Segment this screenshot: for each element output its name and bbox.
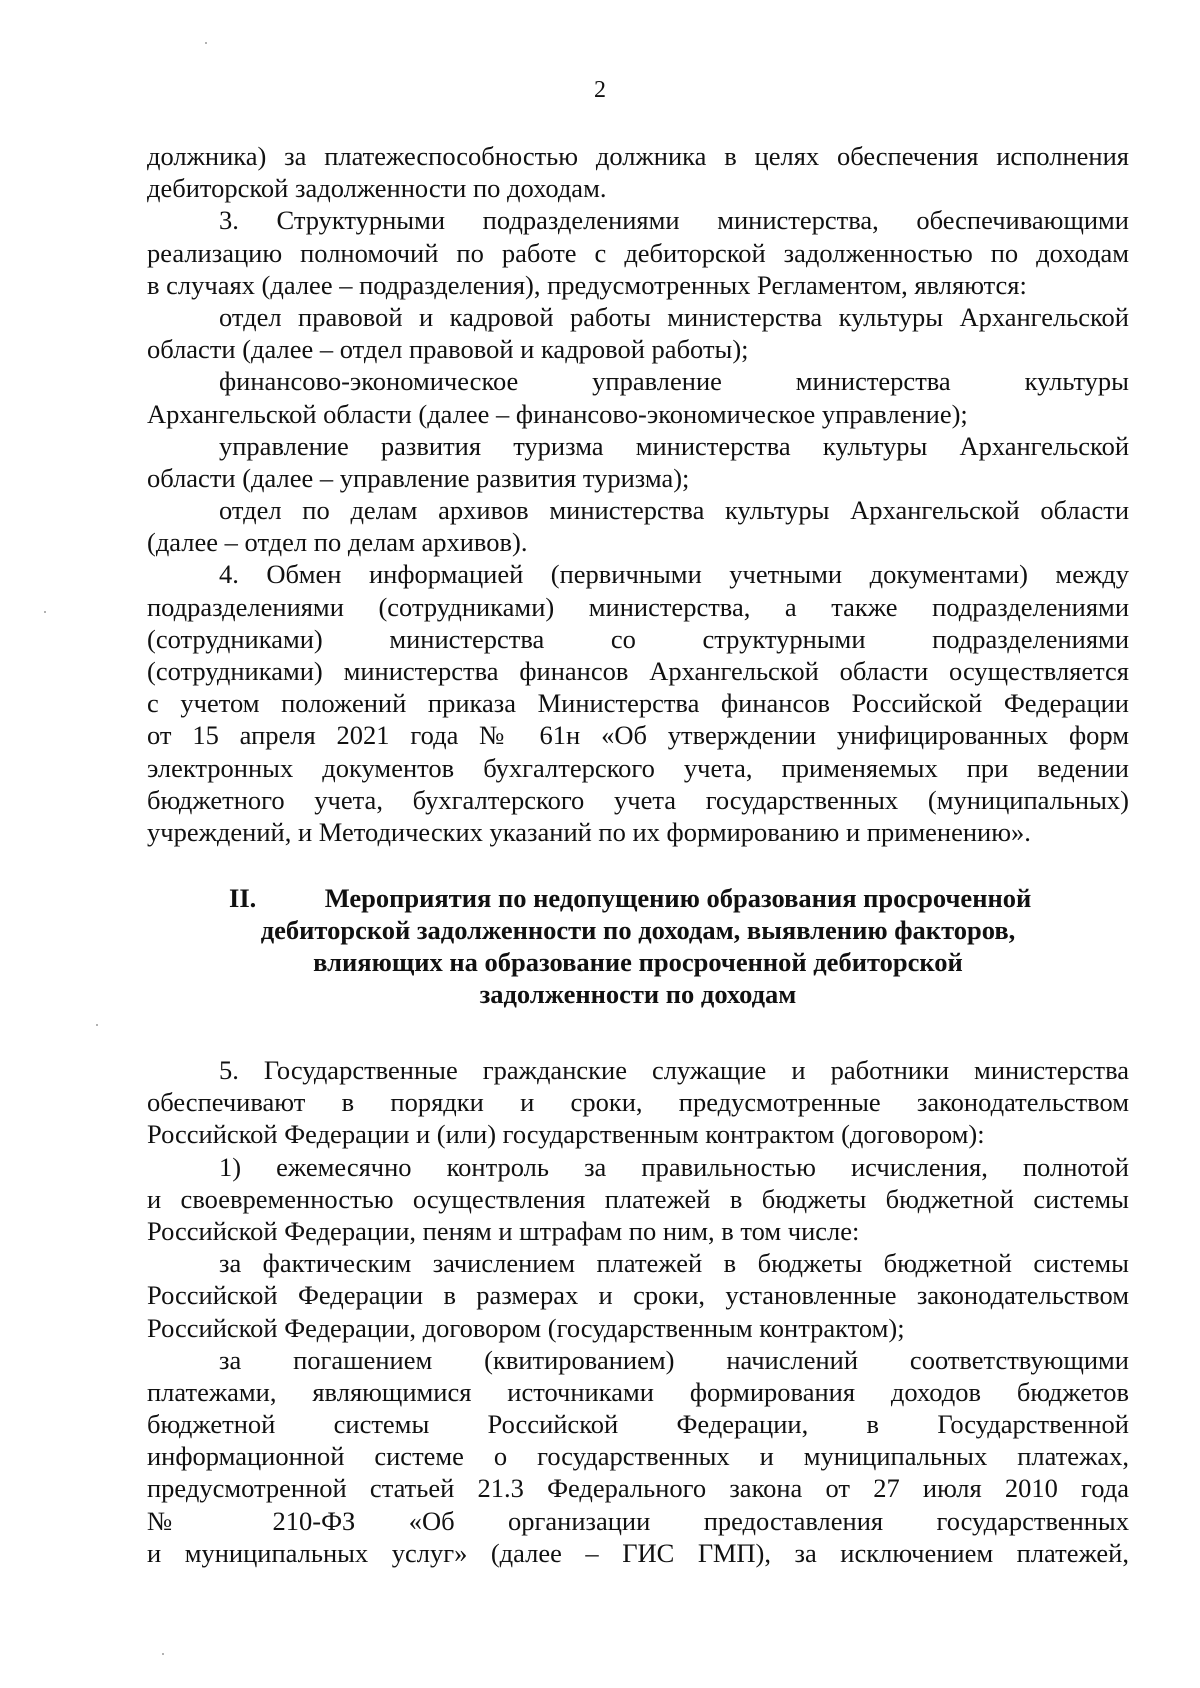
paragraph bbox=[147, 1344, 1129, 1569]
text-line: с учетом положений приказа Министерства финансов Российской Федерации bbox=[147, 688, 1129, 719]
scan-speck bbox=[205, 42, 207, 44]
text-line: отдел правовой и кадровой работы министерства культуры Архангельской bbox=[219, 301, 1129, 332]
body-text-section-1 bbox=[147, 140, 1129, 848]
text-line: за фактическим зачислением платежей в бюджеты бюджетной системы bbox=[219, 1248, 1129, 1279]
heading-line bbox=[147, 882, 1129, 914]
text-line: Российской Федерации, пеням и штрафам по ним, в том числе: bbox=[147, 1215, 860, 1246]
text-line: области (далее – управление развития туризма); bbox=[147, 462, 690, 493]
text-line: подразделениями (сотрудниками) министерства, а также подразделениями bbox=[147, 591, 1129, 622]
text-line: электронных документов бухгалтерского учета, применяемых при ведении bbox=[147, 752, 1129, 783]
text-line: Архангельской области (далее – финансово-экономическое управление); bbox=[147, 398, 968, 429]
paragraph bbox=[147, 430, 1129, 494]
paragraph bbox=[147, 140, 1129, 204]
text-line: 3. Структурными подразделениями министерства, обеспечивающими bbox=[219, 205, 1129, 236]
text-line: бюджетного учета, бухгалтерского учета государственных (муниципальных) bbox=[147, 784, 1129, 815]
body-text-section-2 bbox=[147, 1054, 1129, 1569]
page-number: 2 bbox=[594, 77, 606, 103]
paragraph bbox=[147, 365, 1129, 429]
text-line: за погашением (квитированием) начислений соответствующими bbox=[219, 1344, 1129, 1375]
paragraph bbox=[147, 1054, 1129, 1151]
text-line: (сотрудниками) министерства финансов Архангельской области осуществляется bbox=[147, 656, 1129, 686]
heading-line: дебиторской задолженности по доходам, выявлению факторов, bbox=[260, 915, 1016, 945]
text-line: бюджетной системы Российской Федерации, в Государственной bbox=[147, 1409, 1129, 1440]
heading-text: Мероприятия по недопущению образования просроченной bbox=[324, 883, 1032, 913]
scan-speck bbox=[162, 1653, 164, 1655]
text-line: 5. Государственные гражданские служащие и работники министерства bbox=[219, 1055, 1129, 1085]
text-line: отдел по делам архивов министерства культуры Архангельской области bbox=[219, 495, 1129, 526]
text-line: Российской Федерации, договором (государственным контрактом); bbox=[147, 1312, 905, 1343]
text-line: должника) за платежеспособностью должника в целях обеспечения исполнения bbox=[147, 141, 1129, 171]
text-line: области (далее – отдел правовой и кадровой работы); bbox=[147, 334, 749, 365]
section-heading bbox=[147, 882, 1129, 1010]
text-line: (далее – отдел по делам архивов). bbox=[147, 527, 528, 558]
paragraph bbox=[147, 558, 1129, 848]
paragraph bbox=[147, 494, 1129, 558]
text-line: дебиторской задолженности по доходам. bbox=[147, 173, 607, 204]
text-line: № 210-ФЗ «Об организации предоставления государственных bbox=[147, 1505, 1129, 1536]
text-line: Российской Федерации в размерах и сроки, установленные законодательством bbox=[147, 1280, 1129, 1311]
text-line: 1) ежемесячно контроль за правильностью исчисления, полнотой bbox=[219, 1151, 1129, 1182]
text-line: Российской Федерации и (или) государственным контрактом (договором): bbox=[147, 1119, 985, 1150]
paragraph bbox=[147, 1151, 1129, 1248]
text-line: от 15 апреля 2021 года № 61н «Об утверждении унифицированных форм bbox=[147, 720, 1129, 751]
text-line: и своевременностью осуществления платежей в бюджеты бюджетной системы bbox=[147, 1183, 1129, 1214]
text-line: предусмотренной статьей 21.3 Федерального закона от 27 июля 2010 года bbox=[147, 1473, 1129, 1504]
text-line: в случаях (далее – подразделения), предусмотренных Регламентом, являются: bbox=[147, 269, 1027, 300]
paragraph bbox=[147, 301, 1129, 365]
heading-number: II. bbox=[229, 883, 257, 913]
paragraph bbox=[147, 1247, 1129, 1344]
text-line: (сотрудниками) министерства со структурными подразделениями bbox=[147, 623, 1129, 654]
text-line: обеспечивают в порядки и сроки, предусмотренные законодательством bbox=[147, 1087, 1129, 1118]
text-line: и муниципальных услуг» (далее – ГИС ГМП), за исключением платежей, bbox=[147, 1537, 1129, 1568]
scan-speck bbox=[96, 1024, 98, 1026]
text-line: информационной системе о государственных и муниципальных платежах, bbox=[147, 1441, 1129, 1472]
text-line: управление развития туризма министерства культуры Архангельской bbox=[219, 430, 1129, 461]
text-line: платежами, являющимися источниками формирования доходов бюджетов bbox=[147, 1376, 1129, 1407]
text-line: учреждений, и Методических указаний по их формированию и применению». bbox=[147, 816, 1031, 847]
scan-speck bbox=[44, 611, 46, 613]
text-line: финансово-экономическое управление министерства культуры bbox=[219, 366, 1129, 397]
heading-line: задолженности по доходам bbox=[479, 979, 797, 1009]
heading-line: влияющих на образование просроченной дебиторской bbox=[313, 947, 963, 977]
text-line: реализацию полномочий по работе с дебиторской задолженностью по доходам bbox=[147, 237, 1129, 268]
paragraph bbox=[147, 204, 1129, 301]
text-line: 4. Обмен информацией (первичными учетными документами) между bbox=[219, 559, 1129, 590]
